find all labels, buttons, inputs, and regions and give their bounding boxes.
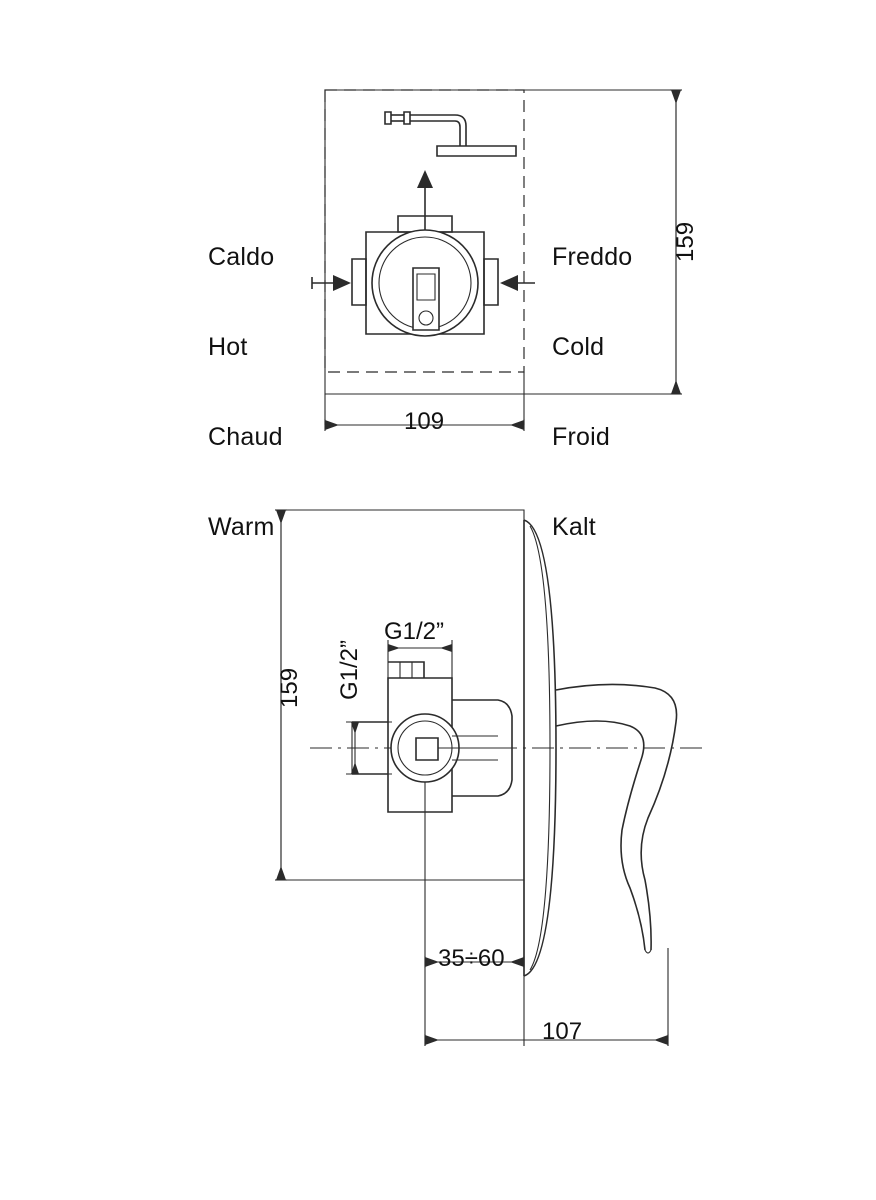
- dimension-side-depth: 35÷60: [438, 945, 505, 972]
- dimension-top-width: 109: [404, 408, 445, 435]
- hot-label-group: [208, 182, 283, 602]
- hot-label-chaud: Chaud: [208, 423, 283, 451]
- thread-label-left: G1/2”: [336, 639, 363, 700]
- cold-label-kalt: Kalt: [552, 513, 596, 541]
- hot-label-hot: Hot: [208, 333, 248, 361]
- dimension-top-height: 159: [672, 221, 699, 262]
- cold-label-cold: Cold: [552, 333, 605, 361]
- cold-label-group: [552, 182, 632, 602]
- hot-label-caldo: Caldo: [208, 243, 275, 271]
- hot-label-warm: Warm: [208, 513, 275, 541]
- dimension-side-height: 159: [276, 667, 303, 708]
- cold-label-freddo: Freddo: [552, 243, 633, 271]
- thread-label-top: G1/2”: [384, 618, 445, 645]
- dimension-side-width: 107: [542, 1018, 583, 1045]
- cold-label-froid: Froid: [552, 423, 610, 451]
